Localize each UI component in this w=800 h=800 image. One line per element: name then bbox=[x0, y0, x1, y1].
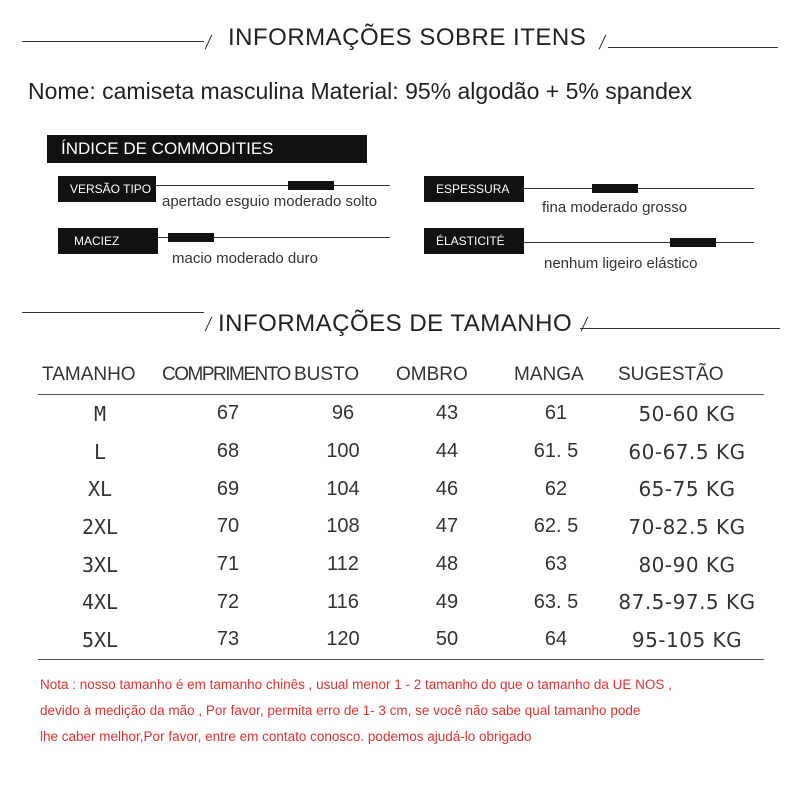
attr-espessura bbox=[424, 176, 764, 226]
table-row bbox=[38, 433, 764, 471]
size-info-header bbox=[0, 304, 800, 344]
note-line: lhe caber melhor,Por favor, entre em contato conosco. podemos ajudá-lo obrigado bbox=[40, 729, 532, 744]
cell-manga: 62. 5 bbox=[533, 515, 579, 538]
cell-comprimento: 71 bbox=[216, 553, 240, 576]
col-header-busto: BUSTO bbox=[294, 356, 392, 395]
attr-marker bbox=[670, 238, 716, 247]
attr-options: nenhum ligeiro elástico bbox=[544, 255, 698, 272]
cell-busto: 112 bbox=[327, 553, 359, 576]
cell-size: 5XL bbox=[38, 621, 162, 659]
item-info-title: INFORMAÇÕES SOBRE ITENS bbox=[228, 24, 587, 51]
attr-tag: ESPESSURA bbox=[424, 176, 524, 202]
cell-busto: 108 bbox=[326, 515, 360, 538]
cell-ombro: 47 bbox=[435, 515, 459, 538]
attr-options: fina moderado grosso bbox=[542, 199, 688, 216]
cell-manga: 61 bbox=[544, 402, 568, 425]
col-header-tamanho: TAMANHO bbox=[38, 356, 162, 395]
attr-maciez bbox=[58, 228, 398, 278]
header-rule-left bbox=[22, 41, 204, 42]
cell-comprimento: 70 bbox=[216, 515, 240, 538]
cell-sugestao: 60-67.5 KG bbox=[628, 439, 746, 464]
cell-ombro: 50 bbox=[392, 621, 502, 659]
header-slash-left bbox=[205, 317, 213, 332]
cell-busto: 116 bbox=[327, 590, 359, 613]
cell-manga: 61. 5 bbox=[533, 440, 579, 463]
cell-size: M bbox=[93, 401, 107, 426]
attr-marker bbox=[288, 181, 334, 190]
cell-ombro: 49 bbox=[435, 590, 459, 613]
attr-marker bbox=[168, 233, 214, 242]
commodity-index-title: ÍNDICE DE COMMODITIES bbox=[47, 135, 367, 163]
note-line: Nota : nosso tamanho é em tamanho chinês , usual menor 1 - 2 tamanho do que o tamanho da UE NOS , bbox=[40, 677, 672, 692]
table-row bbox=[38, 546, 764, 584]
cell-sugestao: 65-75 KG bbox=[638, 477, 736, 502]
cell-manga: 62 bbox=[544, 477, 568, 500]
header-slash-left bbox=[205, 35, 213, 50]
size-table bbox=[38, 356, 764, 660]
attr-versao-tipo bbox=[58, 176, 398, 226]
cell-manga: 64 bbox=[502, 621, 610, 659]
cell-busto: 100 bbox=[326, 440, 360, 463]
cell-sugestao: 87.5-97.5 KG bbox=[618, 590, 756, 615]
attr-options: apertado esguio moderado solto bbox=[162, 193, 378, 210]
cell-comprimento: 73 bbox=[162, 621, 294, 659]
table-row bbox=[38, 621, 764, 659]
cell-size: 4XL bbox=[81, 590, 119, 615]
table-row bbox=[38, 583, 764, 621]
cell-size: 2XL bbox=[81, 514, 119, 539]
header-slash-right bbox=[581, 317, 589, 332]
header-rule-right bbox=[580, 328, 780, 329]
attr-tag: VERSÃO TIPO bbox=[58, 176, 156, 202]
header-rule-left bbox=[22, 312, 204, 313]
attr-scale bbox=[524, 188, 754, 189]
cell-busto: 120 bbox=[294, 621, 392, 659]
cell-ombro: 43 bbox=[435, 402, 459, 425]
attr-scale bbox=[156, 185, 390, 186]
cell-manga: 63 bbox=[544, 553, 568, 576]
size-note bbox=[40, 672, 780, 750]
cell-ombro: 48 bbox=[435, 553, 459, 576]
attr-marker bbox=[592, 184, 638, 193]
item-info-header bbox=[0, 20, 800, 60]
cell-manga: 63. 5 bbox=[533, 590, 579, 613]
cell-ombro: 44 bbox=[435, 440, 459, 463]
cell-busto: 96 bbox=[331, 402, 355, 425]
attr-options: macio moderado duro bbox=[172, 250, 318, 267]
cell-comprimento: 68 bbox=[216, 440, 240, 463]
size-table-header-row bbox=[38, 356, 764, 395]
cell-comprimento: 67 bbox=[216, 402, 240, 425]
cell-sugestao: 95-105 KG bbox=[610, 621, 764, 659]
col-header-ombro: OMBRO bbox=[392, 356, 502, 395]
cell-ombro: 46 bbox=[435, 477, 459, 500]
table-row bbox=[38, 508, 764, 546]
table-row bbox=[38, 470, 764, 508]
col-header-sugestao: SUGESTÃO bbox=[610, 356, 764, 395]
note-line: devido à medição da mão , Por favor, permita erro de 1- 3 cm, se você não sabe qual tamanho pode bbox=[40, 703, 641, 718]
attr-scale bbox=[524, 242, 754, 243]
col-header-comprimento: COMPRIMENTO bbox=[162, 356, 294, 395]
cell-size: L bbox=[93, 439, 107, 464]
cell-sugestao: 80-90 KG bbox=[638, 552, 736, 577]
cell-comprimento: 69 bbox=[216, 477, 240, 500]
product-name-material: Nome: camiseta masculina Material: 95% algodão + 5% spandex bbox=[28, 78, 693, 104]
table-row bbox=[38, 395, 764, 433]
cell-busto: 104 bbox=[326, 477, 360, 500]
cell-comprimento: 72 bbox=[216, 590, 240, 613]
header-rule-right bbox=[608, 47, 778, 48]
size-info-title: INFORMAÇÕES DE TAMANHO bbox=[218, 310, 573, 337]
cell-sugestao: 50-60 KG bbox=[638, 401, 736, 426]
cell-size: 3XL bbox=[81, 552, 119, 577]
cell-sugestao: 70-82.5 KG bbox=[628, 514, 746, 539]
attr-tag: MACIEZ bbox=[58, 228, 158, 254]
attr-tag: ÉLASTICITÉ bbox=[424, 228, 524, 254]
col-header-manga: MANGA bbox=[502, 356, 610, 395]
attr-elasticite bbox=[424, 228, 764, 278]
cell-size: XL bbox=[87, 477, 113, 502]
header-slash-right bbox=[599, 35, 607, 50]
